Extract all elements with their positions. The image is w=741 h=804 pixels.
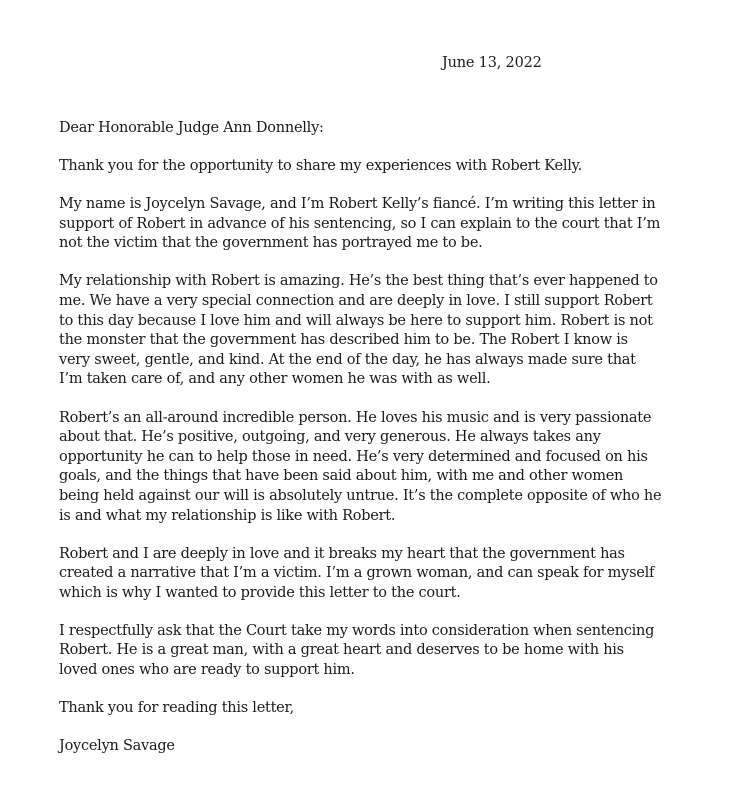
paragraph-line: Robert. He is a great man, with a great heart and deserves to be home with his [59,642,624,659]
paragraph-line: I’m taken care of, and any other women he was with as well. [59,371,491,388]
paragraph-line: to this day because I love him and will always be here to support him. Robert is not [59,312,653,329]
paragraph [59,195,739,254]
letter-paragraphs [59,157,739,681]
paragraph [59,545,739,604]
paragraph-line: I respectfully ask that the Court take my words into consideration when sentencing [59,622,655,639]
paragraph-line: being held against our will is absolutely untrue. It’s the complete opposite of who he [59,487,662,504]
paragraph-line: about that. He’s positive, outgoing, and very generous. He always takes any [59,429,601,446]
paragraph [59,157,739,177]
paragraph-line: the monster that the government has described him to be. The Robert I know is [59,332,628,349]
salutation: Dear Honorable Judge Ann Donnelly: [59,120,324,136]
signature: Joycelyn Savage [59,738,175,755]
letter-body [59,119,739,775]
paragraph-line: Robert’s an all-around incredible person. He loves his music and is very passionate [59,409,652,426]
letter-date: June 13, 2022 [442,55,542,71]
paragraph-line: My name is Joycelyn Savage, and I’m Robert Kelly’s fiancé. I’m writing this letter in [59,196,656,213]
paragraph-line: not the victim that the government has portrayed me to be. [59,235,483,252]
paragraph-line: created a narrative that I’m a victim. I’m a grown woman, and can speak for myself [59,565,655,582]
paragraph [59,622,739,681]
paragraph-line: Robert and I are deeply in love and it breaks my heart that the government has [59,545,625,562]
paragraph-line: opportunity he can to help those in need. He’s very determined and focused on his [59,448,648,465]
paragraph [59,409,739,527]
paragraph-line: me. We have a very special connection and are deeply in love. I still support Robert [59,293,653,310]
paragraph-line: which is why I wanted to provide this letter to the court. [59,584,461,601]
closing: Thank you for reading this letter, [59,700,294,717]
paragraph-line: very sweet, gentle, and kind. At the end of the day, he has always made sure that [59,351,636,368]
paragraph [59,272,739,390]
paragraph-line: loved ones who are ready to support him. [59,662,355,679]
paragraph-line: goals, and the things that have been said about him, with me and other women [59,468,624,485]
paragraph-line: support of Robert in advance of his sentencing, so I can explain to the court that I’m [59,215,661,232]
paragraph-line: Thank you for the opportunity to share my experiences with Robert Kelly. [59,158,582,175]
paragraph-line: is and what my relationship is like with Robert. [59,507,396,524]
paragraph-line: My relationship with Robert is amazing. He’s the best thing that’s ever happened to [59,273,658,290]
